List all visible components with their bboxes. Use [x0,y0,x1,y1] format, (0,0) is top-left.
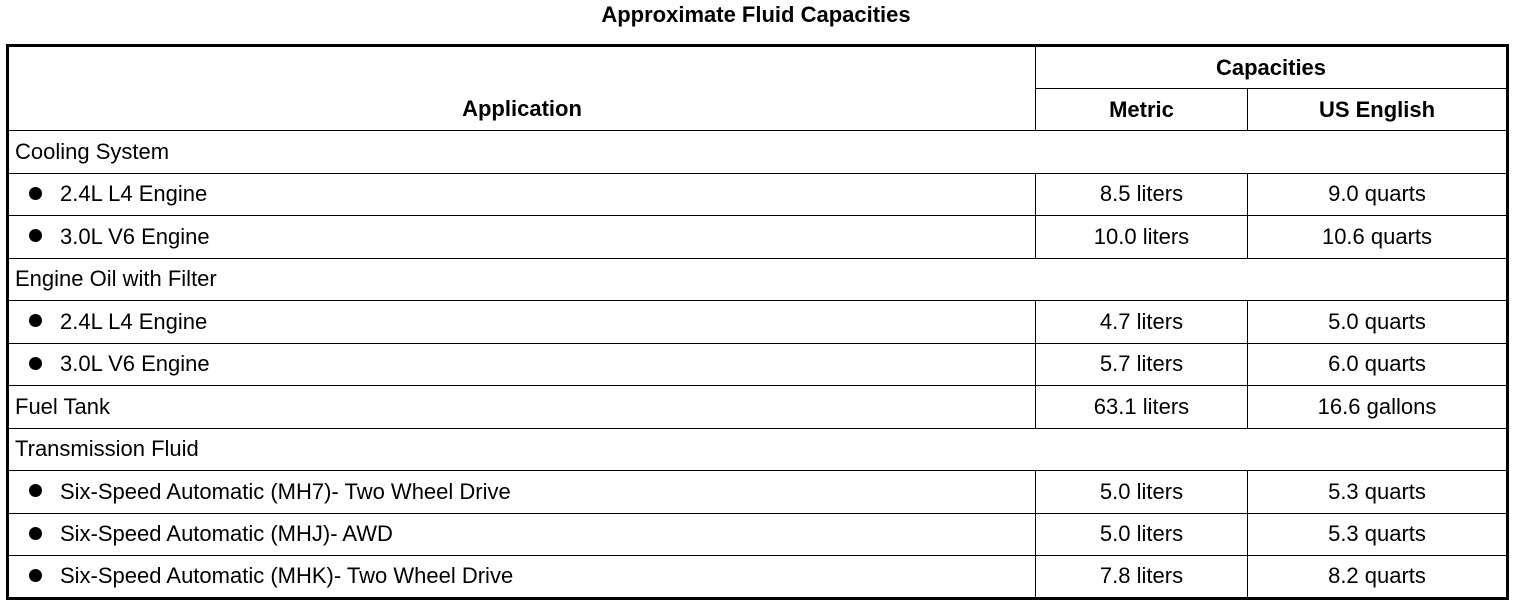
capacities-header: Capacities [1036,46,1508,89]
us-english-value: 5.3 quarts [1248,513,1508,556]
application-cell [8,301,1036,344]
metric-value: 63.1 liters [1036,386,1248,429]
bullet-icon [29,357,42,370]
application-cell [8,173,1036,216]
application-label: 2.4L L4 Engine [60,181,208,207]
application-label: 3.0L V6 Engine [60,223,210,249]
metric-value: 7.8 liters [1036,556,1248,599]
table-row [8,301,1508,344]
us-english-value: 16.6 gallons [1248,386,1508,429]
table-row [8,216,1508,259]
section-label: Cooling System [8,131,1508,174]
bullet-icon [29,527,42,540]
application-cell [8,556,1036,599]
table-row [8,343,1508,386]
application-cell [8,471,1036,514]
us-english-value: 9.0 quarts [1248,173,1508,216]
us-english-value: 6.0 quarts [1248,343,1508,386]
application-label: Fuel Tank [15,393,110,419]
us-english-value: 5.0 quarts [1248,301,1508,344]
section-label: Transmission Fluid [8,428,1508,471]
table-row [8,556,1508,599]
us-english-header: US English [1248,89,1508,131]
table-row [8,428,1508,471]
application-label: 3.0L V6 Engine [60,351,210,377]
section-label: Engine Oil with Filter [8,258,1508,301]
bullet-icon [29,187,42,200]
metric-value: 5.0 liters [1036,513,1248,556]
metric-value: 10.0 liters [1036,216,1248,259]
application-cell [8,216,1036,259]
us-english-value: 5.3 quarts [1248,471,1508,514]
us-english-value: 8.2 quarts [1248,556,1508,599]
application-label: Six-Speed Automatic (MHJ)- AWD [60,521,393,547]
table-row [8,386,1508,429]
metric-header: Metric [1036,89,1248,131]
bullet-icon [29,314,42,327]
us-english-value: 10.6 quarts [1248,216,1508,259]
table-body [8,131,1508,599]
application-label: Six-Speed Automatic (MH7)- Two Wheel Drive [60,478,511,504]
application-label: 2.4L L4 Engine [60,308,208,334]
table-row [8,258,1508,301]
bullet-icon [29,484,42,497]
metric-value: 4.7 liters [1036,301,1248,344]
table-row [8,471,1508,514]
fluid-capacities-table [6,44,1509,600]
application-label: Six-Speed Automatic (MHK)- Two Wheel Drive [60,563,514,589]
metric-value: 8.5 liters [1036,173,1248,216]
table-row [8,173,1508,216]
application-cell [8,386,1036,429]
metric-value: 5.0 liters [1036,471,1248,514]
bullet-icon [29,229,42,242]
application-cell [8,343,1036,386]
metric-value: 5.7 liters [1036,343,1248,386]
bullet-icon [29,569,42,582]
application-header: Application [8,46,1036,131]
application-cell [8,513,1036,556]
table-row [8,513,1508,556]
page-title: Approximate Fluid Capacities [601,2,911,27]
table-row [8,131,1508,174]
